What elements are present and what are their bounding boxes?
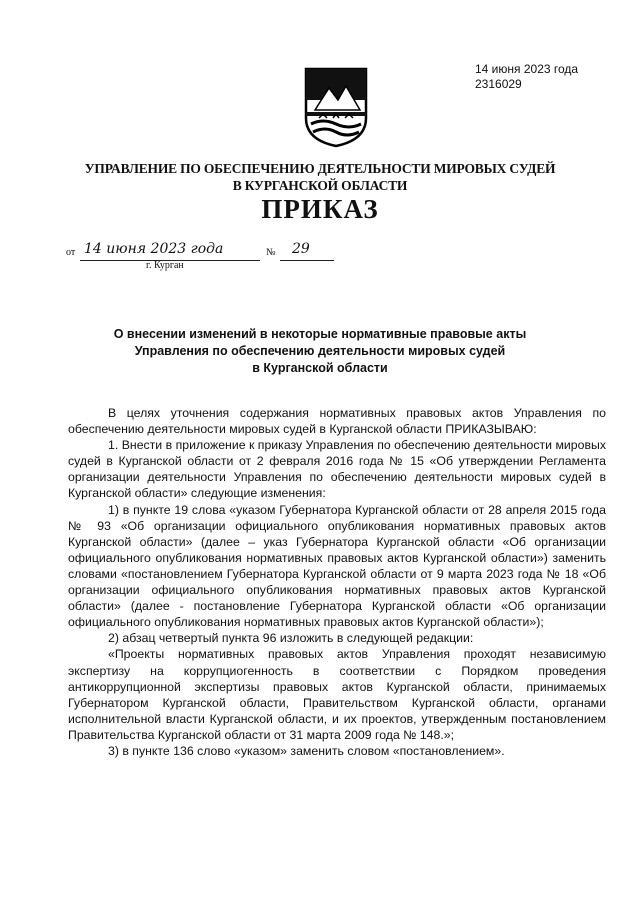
handwritten-date: 14 июня 2023 года [84,241,224,257]
city-label: г. Курган [146,260,184,271]
stamp-date: 14 июня 2023 года [475,62,579,76]
body-paragraph: 2) абзац четвертый пункта 96 изложить в следующей редакции: [108,631,474,646]
order-body [68,405,606,759]
handwritten-number: 29 [292,241,310,257]
order-date-number-block [66,240,366,280]
body-paragraph: 1. Внести в приложение к приказу Управления по обеспечению деятельности мировых судей в Курганской области от 2 февраля 2016 года № 15 «Об утверждении Регламента организации деятельности Управления по обеспечению деятельности мировых судей в Курганской области» следующие изменения: [68,438,606,501]
stamp-number: 2316029 [475,77,522,91]
subject-line-2: Управления по обеспечению деятельности мировых судей [134,344,506,358]
body-paragraph: 1) в пункте 19 слова «указом Губернатора Курганской области от 28 апреля 2015 года № 93 «Об организации официального опубликования нормативных правовых актов Курганской области» (далее – указ Губернатора Курганской области «Об организации официального опубликования нормативных правовых актов Курганской области») заменить словами «постановлением Губернатора Курганской области от 9 марта 2023 года № 18 «Об организации официального опубликования нормативных правовых актов Курганской области» (далее - постановление Губернатора Курганской области «Об организации официального опубликования нормативных правовых актов Курганской области»); [68,502,606,630]
body-paragraph: 3) в пункте 136 слово «указом» заменить словом «постановлением». [108,743,505,758]
kurgan-coat-of-arms-icon [303,66,369,148]
document-type-title: ПРИКАЗ [261,194,379,224]
body-paragraph: «Проекты нормативных правовых актов Управления проходят независимую экспертизу на коррупциогенность в соответствии с Порядком проведения антикоррупционной экспертизы правовых актов Курганской области, принимаемых Губернатором Курганской области, Правительством Курганской области, органами исполнительной власти Курганской области, и их проектов, утвержденным постановлением Правительства Курганской области от 31 марта 2009 года № 148.»; [68,647,606,742]
subject-line-3: в Курганской области [252,361,388,375]
from-label: от [66,247,76,258]
org-line-2: В КУРГАНСКОЙ ОБЛАСТИ [232,178,408,193]
registration-stamp [475,62,578,92]
number-underline [280,260,334,261]
org-line-1: УПРАВЛЕНИЕ ПО ОБЕСПЕЧЕНИЮ ДЕЯТЕЛЬНОСТИ МИРОВЫХ СУДЕЙ [84,161,556,176]
organization-name [0,160,640,194]
subject-line-1: О внесении изменений в некоторые нормативные правовые акты [113,327,527,341]
order-subject [0,326,640,377]
number-label: № [266,247,276,258]
body-paragraph: В целях уточнения содержания нормативных правовых актов Управления по обеспечению деятельности мировых судей в Курганской области ПРИКАЗЫВАЮ: [68,406,606,437]
